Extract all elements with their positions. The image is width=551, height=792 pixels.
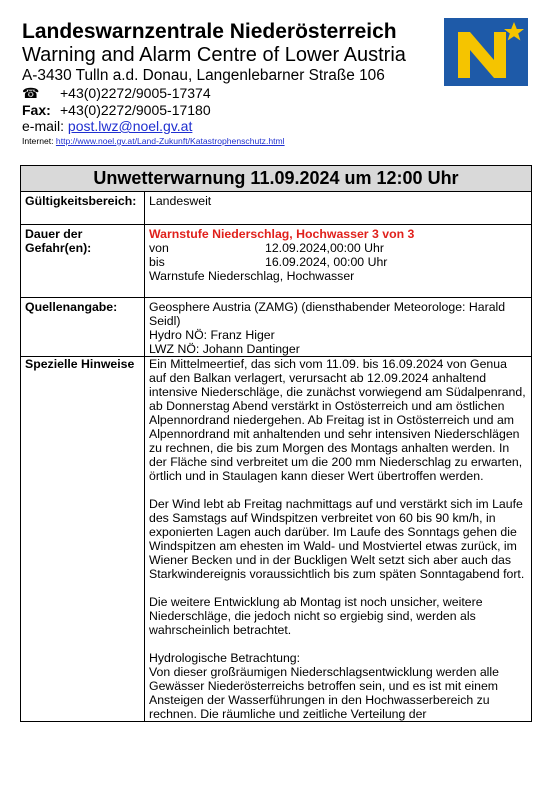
duration-label-line2: Gefahr(en): — [25, 241, 92, 255]
email-link[interactable]: post.lwz@noel.gv.at — [67, 118, 193, 134]
source-item: LWZ NÖ: Johann Dantinger — [149, 342, 300, 356]
internet-link[interactable]: http://www.noel.gv.at/Land-Zukunft/Katastrophenschutz.html — [55, 135, 285, 146]
internet-line — [22, 135, 452, 147]
hydro-text: Von dieser großräumigen Niederschlagsentwicklung werden alle Gewässer Niederösterreichs betroffen sein, und es ist mit einem Ansteigen der Wasserführungen in den Hochwasserbereich zu rechnen. Die räumliche und zeitliche Verteilung der — [149, 665, 499, 721]
notes-paragraph: Der Wind lebt ab Freitag nachmittags auf und verstärkt sich im Laufe des Samstags auf Windspitzen verbreitet von 60 bis 90 km/h, in exponierten Lagen auch darüber. Im Laufe des Sonntags gehen die Windspitzen am ehesten im Wald- und Mostviertel etwas zurück, im Wiener Becken und in der Buckligen Welt setzt sich aber auch das Starkwindereignis voraussichtlich bis zum späten Sonntagabend fort. — [149, 497, 525, 581]
from-value: 12.09.2024,00:00 Uhr — [265, 241, 384, 255]
sources-value — [145, 298, 532, 357]
warning-level-title: Warnstufe Niederschlag, Hochwasser 3 von 3 — [149, 227, 415, 241]
letterhead — [22, 20, 452, 147]
fax-line — [22, 102, 452, 119]
banner-row — [21, 166, 532, 192]
to-line — [149, 255, 527, 269]
warning-table — [20, 165, 532, 722]
duration-label-line1: Dauer der — [25, 227, 83, 241]
phone-number: +43(0)2272/9005-17374 — [60, 85, 211, 101]
noe-logo-icon — [444, 18, 528, 86]
hydro-title: Hydrologische Betrachtung: — [149, 651, 301, 665]
duration-label — [21, 225, 145, 298]
sources-label: Quellenangabe: — [21, 298, 145, 357]
org-subtitle: Warning and Alarm Centre of Lower Austria — [22, 44, 406, 66]
fax-label: Fax: — [22, 101, 51, 118]
notes-label: Spezielle Hinweise — [21, 357, 145, 722]
from-label: von — [149, 241, 169, 255]
fax-number: +43(0)2272/9005-17180 — [60, 101, 211, 118]
scope-value: Landesweit — [145, 192, 532, 225]
scope-label: Gültigkeitsbereich: — [21, 192, 145, 225]
sources-row — [21, 298, 532, 357]
internet-label: Internet: — [22, 135, 54, 146]
phone-line — [22, 85, 452, 102]
phone-icon: ☎ — [22, 85, 40, 101]
to-label: bis — [149, 255, 165, 269]
scope-row — [21, 192, 532, 225]
warning-level-note: Warnstufe Niederschlag, Hochwasser — [149, 269, 355, 283]
duration-row — [21, 225, 532, 298]
duration-value — [145, 225, 532, 298]
source-item: Geosphere Austria (ZAMG) (diensthabender Meteorologe: Harald Seidl) — [149, 300, 506, 328]
email-label: e-mail: — [22, 118, 65, 134]
to-value: 16.09.2024, 00:00 Uhr — [265, 255, 388, 269]
notes-paragraph: Ein Mittelmeertief, das sich vom 11.09. bis 16.09.2024 von Genua auf den Balkan verlagert, verursacht ab 12.09.2024 anhaltend intensive Niederschläge, die zunächst vorwiegend am Südalpenrand, ab Donnerstag Abend verstärkt in Ostösterreich und am östlichen Alpennordrand niedergehen. Ab Freitag ist in Ostösterreich und am Alpennordrand mit anhaltenden und sehr intensiven Niederschlägen zu rechnen, die bis zum Morgen des Montags anhalten werden. In der Fläche sind verbreitet um die 200 mm Niederschlag zu erwarten, örtlich und in Staulagen kann dieser Wert übertroffen werden. — [149, 357, 526, 483]
source-item: Hydro NÖ: Franz Higer — [149, 328, 275, 342]
from-line — [149, 241, 527, 255]
email-line — [22, 118, 452, 135]
warning-banner: Unwetterwarnung 11.09.2024 um 12:00 Uhr — [21, 166, 532, 192]
notes-value — [145, 357, 532, 722]
org-address: A-3430 Tulln a.d. Donau, Langenlebarner Straße 106 — [22, 67, 385, 84]
notes-row — [21, 357, 532, 722]
notes-paragraph: Die weitere Entwicklung ab Montag ist noch unsicher, weitere Niederschläge, die jedoch nicht so ergiebig sind, werden als wahrscheinlich betrachtet. — [149, 595, 483, 637]
org-title: Landeswarnzentrale Niederösterreich — [22, 20, 397, 43]
